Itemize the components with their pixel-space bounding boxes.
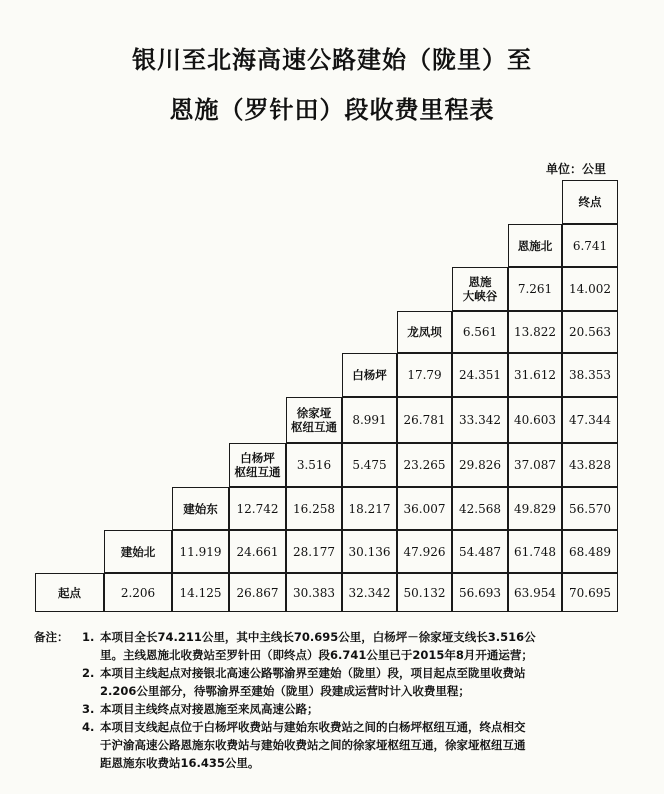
station-label: 建始东 bbox=[172, 487, 229, 530]
distance-cell: 30.383 bbox=[286, 573, 342, 612]
note-text: 本项目主线终点对接恩施至来凤高速公路； bbox=[100, 702, 319, 716]
page-title-line2: 恩施（罗针田）段收费里程表 bbox=[169, 96, 495, 124]
distance-cell: 61.748 bbox=[508, 530, 562, 573]
distance-cell: 8.991 bbox=[342, 397, 397, 443]
note-item bbox=[34, 664, 634, 700]
distance-cell: 47.344 bbox=[562, 397, 618, 443]
distance-cell: 43.828 bbox=[562, 443, 618, 487]
note-text: 本项目主线起点对接银北高速公路鄂渝界至建始（陇里）段，项目起点至陇里收费站 2.206公里部分，待鄂渝界至建始（陇里）段建成运营时计入收费里程； bbox=[100, 666, 526, 698]
station-label: 恩施 大峡谷 bbox=[452, 267, 508, 311]
distance-cell: 30.136 bbox=[342, 530, 397, 573]
note-label bbox=[34, 718, 82, 772]
distance-cell: 17.79 bbox=[397, 353, 452, 397]
distance-cell: 26.781 bbox=[397, 397, 452, 443]
note-number: 2. bbox=[82, 666, 95, 680]
distance-cell: 24.351 bbox=[452, 353, 508, 397]
distance-cell: 14.002 bbox=[562, 267, 618, 311]
unit-label: 单位：公里 bbox=[546, 162, 607, 176]
station-label: 起点 bbox=[35, 573, 104, 612]
distance-cell: 37.087 bbox=[508, 443, 562, 487]
note-number: 4. bbox=[82, 720, 95, 734]
note-text: 本项目支线起点位于白杨坪收费站与建始东收费站之间的白杨坪枢纽互通，终点相交 于沪渝高速公路恩施东收费站与建始收费站之间的徐家垭枢纽互通，徐家垭枢纽互通 距恩施东收费站16.435公里。 bbox=[100, 720, 526, 770]
distance-cell: 29.826 bbox=[452, 443, 508, 487]
distance-cell: 54.487 bbox=[452, 530, 508, 573]
distance-cell: 56.570 bbox=[562, 487, 618, 530]
distance-cell: 3.516 bbox=[286, 443, 342, 487]
distance-cell: 5.475 bbox=[342, 443, 397, 487]
distance-cell: 68.489 bbox=[562, 530, 618, 573]
note-item bbox=[34, 700, 634, 718]
distance-cell: 40.603 bbox=[508, 397, 562, 443]
distance-cell: 63.954 bbox=[508, 573, 562, 612]
station-label: 终点 bbox=[562, 180, 618, 224]
note-number: 3. bbox=[82, 702, 95, 716]
distance-cell: 33.342 bbox=[452, 397, 508, 443]
station-label: 恩施北 bbox=[508, 224, 562, 267]
distance-cell: 56.693 bbox=[452, 573, 508, 612]
distance-cell: 12.742 bbox=[229, 487, 286, 530]
distance-cell: 32.342 bbox=[342, 573, 397, 612]
distance-cell: 14.125 bbox=[172, 573, 229, 612]
distance-cell: 42.568 bbox=[452, 487, 508, 530]
note-item bbox=[34, 718, 634, 772]
note-number: 1. bbox=[82, 630, 95, 644]
page-title-line1: 银川至北海高速公路建始（陇里）至 bbox=[132, 46, 532, 74]
distance-cell: 20.563 bbox=[562, 311, 618, 353]
distance-cell: 38.353 bbox=[562, 353, 618, 397]
distance-cell: 31.612 bbox=[508, 353, 562, 397]
distance-cell: 26.867 bbox=[229, 573, 286, 612]
distance-cell: 28.177 bbox=[286, 530, 342, 573]
distance-cell: 11.919 bbox=[172, 530, 229, 573]
note-label bbox=[34, 700, 82, 718]
station-label: 白杨坪 bbox=[342, 353, 397, 397]
distance-cell: 70.695 bbox=[562, 573, 618, 612]
station-label: 龙凤坝 bbox=[397, 311, 452, 353]
distance-cell: 6.741 bbox=[562, 224, 618, 267]
distance-cell: 23.265 bbox=[397, 443, 452, 487]
note-item bbox=[34, 628, 634, 664]
distance-cell: 36.007 bbox=[397, 487, 452, 530]
distance-cell: 2.206 bbox=[104, 573, 172, 612]
distance-cell: 13.822 bbox=[508, 311, 562, 353]
distance-cell: 16.258 bbox=[286, 487, 342, 530]
station-label: 徐家垭 枢纽互通 bbox=[286, 397, 342, 443]
distance-cell: 18.217 bbox=[342, 487, 397, 530]
station-label: 白杨坪 枢纽互通 bbox=[229, 443, 286, 487]
note-label bbox=[34, 664, 82, 700]
note-text: 本项目全长74.211公里，其中主线长70.695公里，白杨坪－徐家垭支线长3.516公 里。主线恩施北收费站至罗针田（即终点）段6.741公里已于2015年8月开通运营； bbox=[100, 630, 536, 662]
distance-cell: 7.261 bbox=[508, 267, 562, 311]
station-label: 建始北 bbox=[104, 530, 172, 573]
distance-cell: 6.561 bbox=[452, 311, 508, 353]
notes-section bbox=[34, 628, 634, 772]
distance-cell: 47.926 bbox=[397, 530, 452, 573]
distance-cell: 24.661 bbox=[229, 530, 286, 573]
distance-cell: 50.132 bbox=[397, 573, 452, 612]
note-label: 备注： bbox=[34, 630, 69, 644]
distance-cell: 49.829 bbox=[508, 487, 562, 530]
